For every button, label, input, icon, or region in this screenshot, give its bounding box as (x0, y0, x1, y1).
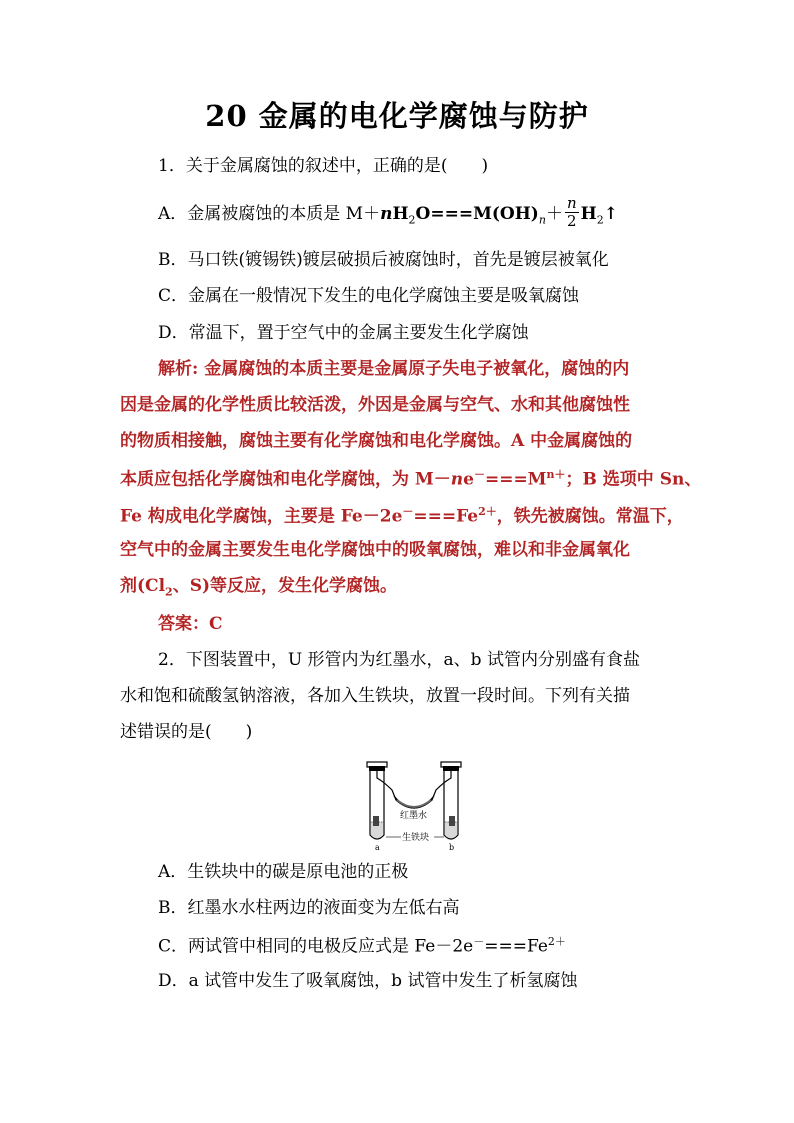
q1-answer (158, 616, 223, 633)
q1-a-plus: ＋ (545, 204, 563, 224)
q2-option-b: B．红墨水水柱两边的液面变为左低右高 (158, 898, 460, 918)
analysis-sup: － (473, 468, 485, 481)
analysis-e: e (463, 469, 474, 490)
fraction-numerator: n (566, 194, 577, 212)
q1-a-fraction (565, 196, 579, 229)
q2-stem-line-3: 述错误的是( ) (120, 722, 253, 742)
analysis-text: ；B 选项中 Sn、 (565, 469, 702, 490)
q1-option-d: D．常温下，置于空气中的金属主要发生化学腐蚀 (158, 323, 529, 343)
q1-analysis-line-7 (120, 578, 397, 597)
analysis-text: ===M (484, 469, 547, 490)
answer-value: C (209, 614, 223, 634)
q1-analysis-line-6: 空气中的金属主要发生电化学腐蚀中的吸氧腐蚀，难以和非金属氧化 (120, 540, 630, 560)
analysis-text: ，铁先被腐蚀。常温下， (496, 506, 684, 527)
q2-option-a: A．生铁块中的碳是原电池的正极 (158, 862, 409, 882)
gas-arrow-icon: ↑ (603, 204, 618, 224)
q1-a-n: n (380, 204, 393, 224)
q2-option-c (158, 936, 566, 956)
label-red-ink: 红墨水 (400, 811, 428, 821)
q1-a-h2-sub: 2 (596, 213, 604, 227)
q1-a-subn: n (538, 213, 546, 227)
q1-option-c: C．金属在一般情况下发生的电化学腐蚀主要是吸氧腐蚀 (158, 286, 580, 306)
analysis-label: 解析 (158, 359, 192, 379)
q1-analysis-line-4 (120, 469, 701, 489)
analysis-text: 剂(Cl (120, 576, 166, 596)
analysis-text: 、S)等反应，发生化学腐蚀。 (172, 576, 398, 596)
answer-label: 答案： (158, 614, 209, 634)
q1-stem: 1．关于金属腐蚀的叙述中，正确的是( ) (158, 156, 489, 176)
q1-a-oh: O===M(OH) (415, 204, 539, 224)
analysis-text: : 金属腐蚀的本质主要是金属原子失电子被氧化，腐蚀的内 (192, 359, 630, 379)
q1-analysis-line-1 (158, 361, 629, 378)
label-tube-a: a (375, 843, 380, 852)
analysis-sub: 2 (165, 585, 173, 599)
q2-c-text: ===Fe (484, 936, 548, 957)
analysis-text: 本质应包括化学腐蚀和电化学腐蚀，为 M－ (120, 469, 451, 490)
fraction-denominator: 2 (567, 212, 577, 230)
q1-a-text: A．金属被腐蚀的本质是 M＋ (158, 204, 381, 224)
analysis-sup: － (402, 505, 414, 518)
analysis-sup: n＋ (546, 468, 566, 481)
q2-stem-line-1: 2．下图装置中，U 形管内为红墨水，a、b 试管内分别盛有食盐 (158, 650, 640, 670)
u-tube (377, 771, 451, 808)
q1-a-sub2: 2 (408, 213, 416, 227)
q1-a-h2: H (580, 204, 597, 224)
q1-option-b: B．马口铁(镀锡铁)镀层破损后被腐蚀时，首先是镀层被氧化 (158, 250, 609, 270)
q1-analysis-line-5 (120, 506, 684, 526)
q2-c-text: C．两试管中相同的电极反应式是 Fe－2e (158, 936, 474, 957)
apparatus-diagram (364, 760, 464, 852)
q1-a-h: H (392, 204, 409, 224)
q1-option-a (158, 194, 618, 231)
label-tube-b: b (449, 843, 455, 852)
q2-option-d: D．a 试管中发生了吸氧腐蚀，b 试管中发生了析氢腐蚀 (158, 971, 578, 991)
q1-analysis-line-2: 因是金属的化学性质比较活泼，外因是金属与空气、水和其他腐蚀性 (120, 395, 630, 415)
analysis-n: n (450, 469, 464, 490)
q2-c-sup: － (473, 935, 485, 948)
q2-c-sup: 2＋ (547, 935, 566, 948)
page-title: 20 金属的电化学腐蚀与防护 (205, 99, 589, 133)
q1-analysis-line-3: 的物质相接触，腐蚀主要有化学腐蚀和电化学腐蚀。A 中金属腐蚀的 (120, 431, 633, 451)
q2-stem-line-2: 水和饱和硫酸氢钠溶液，各加入生铁块，放置一段时间。下列有关描 (120, 686, 630, 706)
label-cast-iron: 生铁块 (402, 833, 430, 843)
analysis-sup: 2＋ (478, 505, 497, 518)
analysis-text: ===Fe (413, 506, 479, 527)
analysis-text: Fe 构成电化学腐蚀，主要是 Fe－2e (120, 506, 403, 527)
